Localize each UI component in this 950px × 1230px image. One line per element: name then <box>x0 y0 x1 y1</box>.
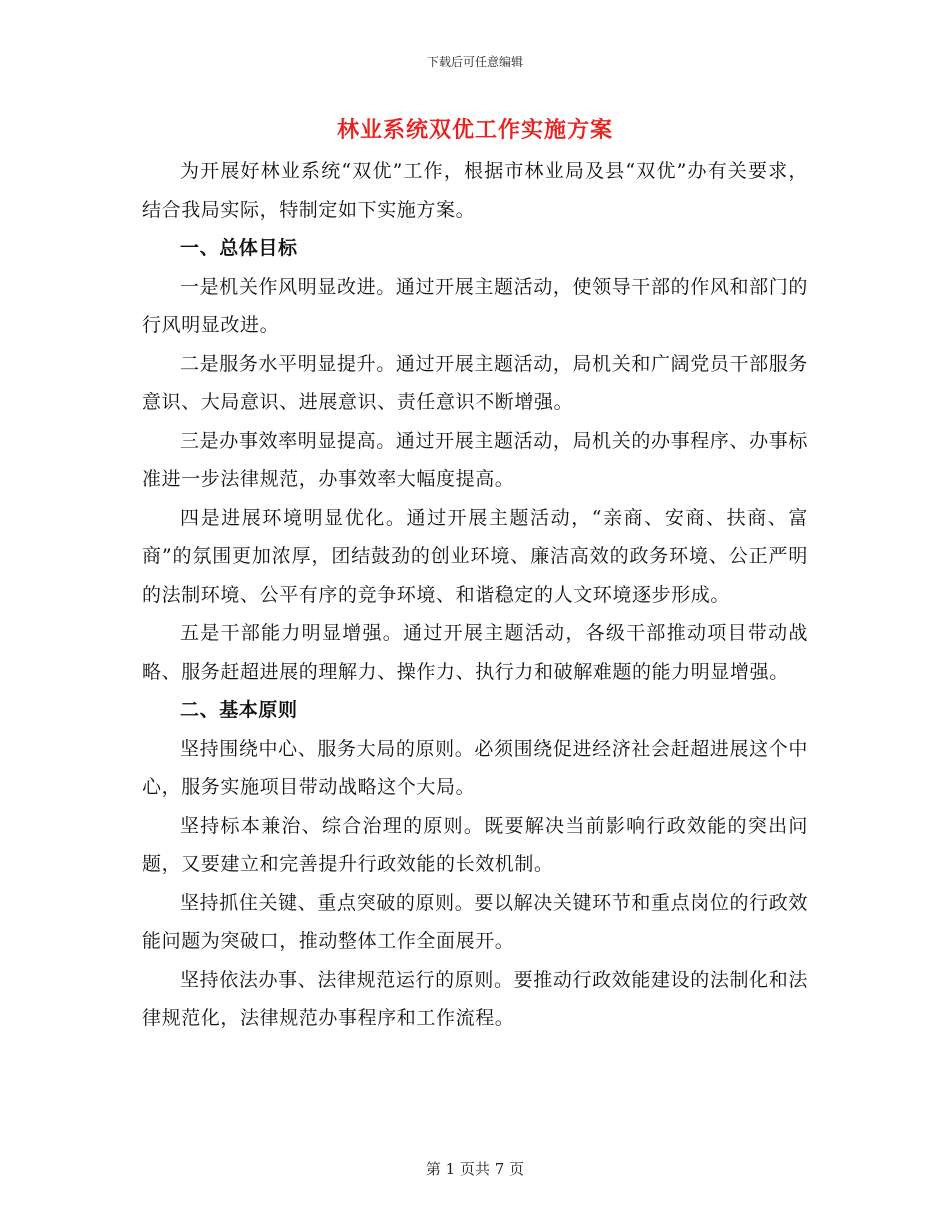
section-heading-basic-principles: 二、基本原则 <box>180 699 298 721</box>
body-paragraph: 坚持抓住关键、重点突破的原则。要以解决关键环节和重点岗位的行政效能问题为突破口，推动整体工作全面展开。 <box>142 891 808 952</box>
intro-paragraph: 为开展好林业系统“双优”工作，根据市林业局及县“双优”办有关要求，结合我局实际，特制定如下实施方案。 <box>142 160 808 221</box>
body-paragraph: 一是机关作风明显改进。通过开展主题活动，使领导干部的作风和部门的行风明显改进。 <box>142 275 808 336</box>
document-body <box>142 152 808 1038</box>
body-paragraph: 坚持依法办事、法律规范运行的原则。要推动行政效能建设的法制化和法律规范化，法律规范办事程序和工作流程。 <box>142 968 808 1029</box>
body-paragraph: 坚持围绕中心、服务大局的原则。必须围绕促进经济社会赶超进展这个中心，服务实施项目带动战略这个大局。 <box>142 737 808 798</box>
body-paragraph: 坚持标本兼治、综合治理的原则。既要解决当前影响行政效能的突出问题，又要建立和完善提升行政效能的长效机制。 <box>142 814 808 875</box>
body-paragraph: 二是服务水平明显提升。通过开展主题活动，局机关和广阔党员干部服务意识、大局意识、进展意识、责任意识不断增强。 <box>142 352 808 413</box>
page-header-note: 下载后可任意编辑 <box>426 55 523 69</box>
section-heading-overall-goals: 一、总体目标 <box>180 237 298 259</box>
body-paragraph: 四是进展环境明显优化。通过开展主题活动，“亲商、安商、扶商、富商”的氛围更加浓厚，团结鼓劲的创业环境、廉洁高效的政务环境、公正严明的法制环境、公平有序的竞争环境、和谐稳定的人文环境逐步形成。 <box>142 506 808 606</box>
body-paragraph: 三是办事效率明显提高。通过开展主题活动，局机关的办事程序、办事标准进一步法律规范，办事效率大幅度提高。 <box>142 429 808 490</box>
page-number: 第 1 页共 7 页 <box>425 1160 525 1178</box>
document-title: 林业系统双优工作实施方案 <box>336 117 613 143</box>
body-paragraph: 五是干部能力明显增强。通过开展主题活动，各级干部推动项目带动战略、服务赶超进展的理解力、操作力、执行力和破解难题的能力明显增强。 <box>142 622 808 683</box>
